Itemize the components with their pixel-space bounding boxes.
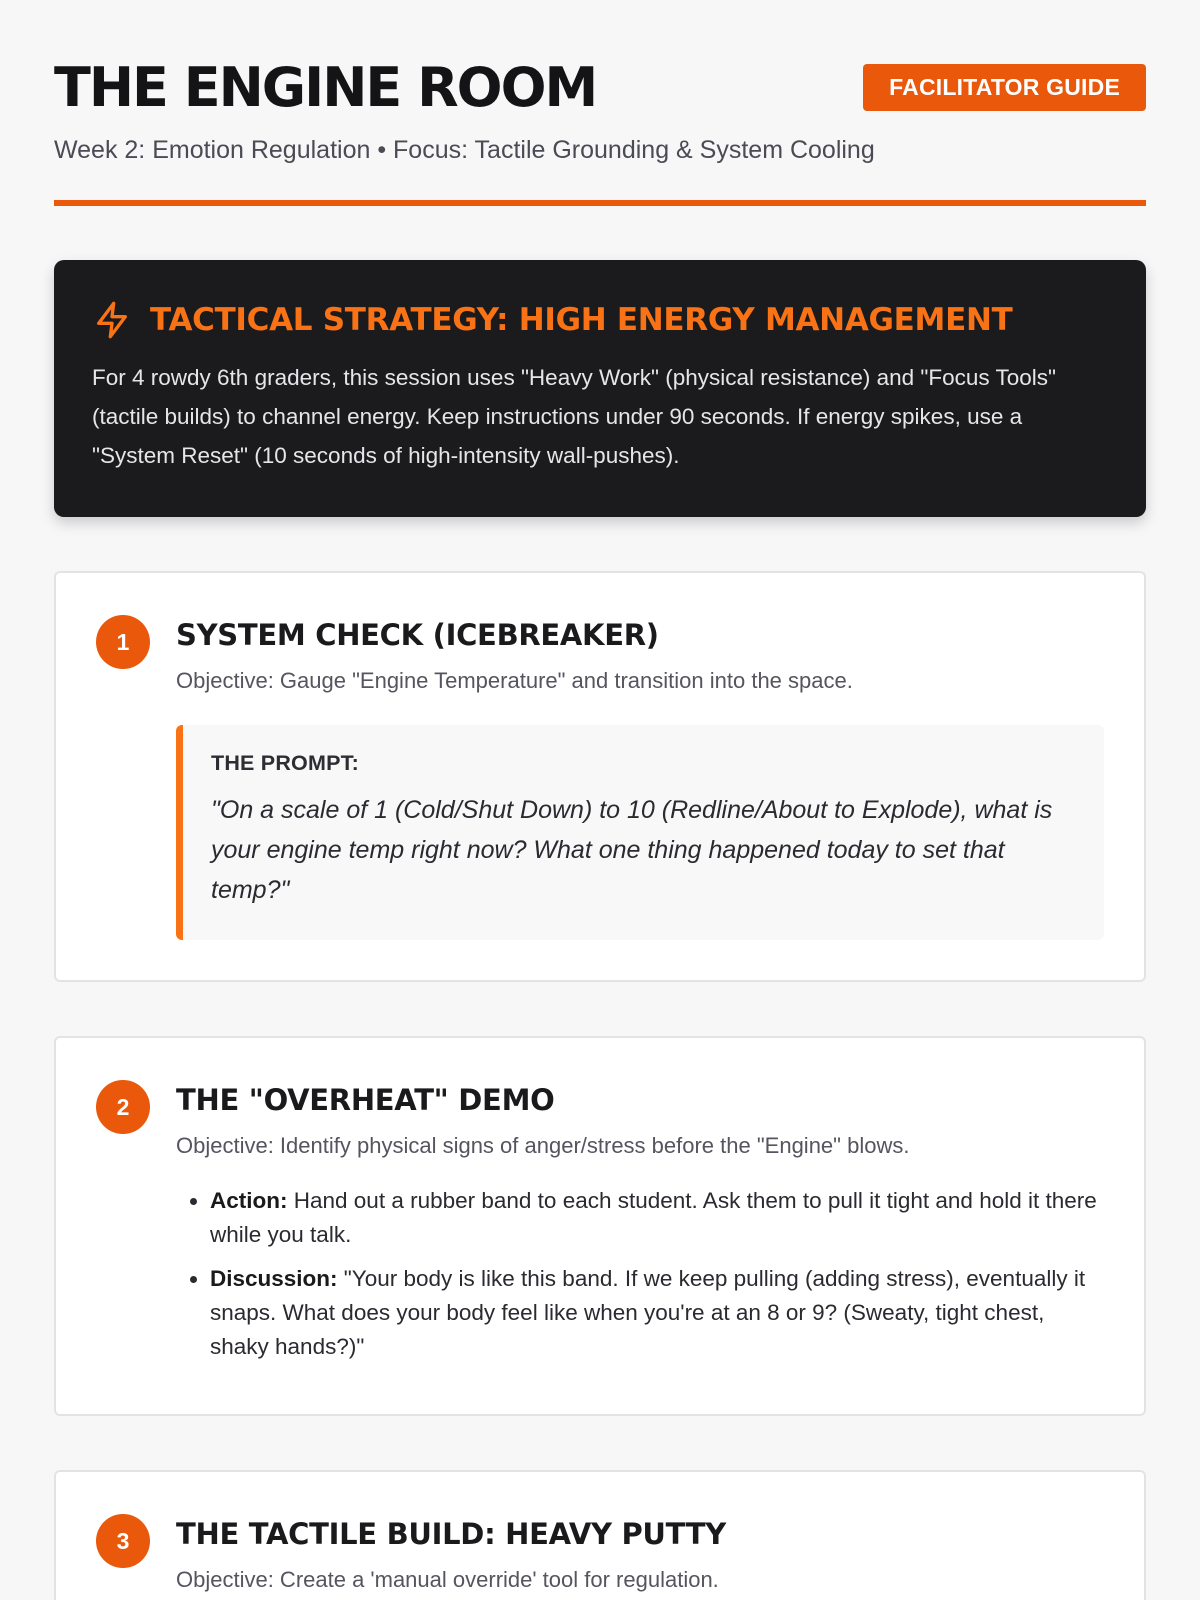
step-title: SYSTEM CHECK (ICEBREAKER) xyxy=(176,618,659,652)
list-item xyxy=(210,1184,1104,1252)
step-bullet-list xyxy=(176,1184,1104,1364)
list-item-text: "Your body is like this band. If we keep pulling (adding stress), eventually it snaps. What does your body feel like when you're at an 8 or 9? (Sweaty, tight chest, shaky hands?)" xyxy=(210,1266,1086,1359)
lightning-bolt-icon xyxy=(92,300,132,340)
step-content xyxy=(176,615,1104,940)
strategy-body: For 4 rowdy 6th graders, this session uses "Heavy Work" (physical resistance) and "Focus Tools" (tactile builds) to channel energy. Keep instructions under 90 seconds. If energy spikes, use a "System Reset" (10 seconds of high-intensity wall-pushes). xyxy=(92,365,1057,468)
step-card-overheat-demo xyxy=(54,1036,1146,1416)
step-objective: Objective: Identify physical signs of anger/stress before the "Engine" blows. xyxy=(176,1133,910,1158)
step-card-tactile-build xyxy=(54,1470,1146,1600)
facilitator-guide-badge: FACILITATOR GUIDE xyxy=(863,64,1146,111)
page-subtitle: Week 2: Emotion Regulation • Focus: Tactile Grounding & System Cooling xyxy=(54,136,875,164)
page-title: THE ENGINE ROOM xyxy=(54,56,597,119)
step-objective: Objective: Gauge "Engine Temperature" and transition into the space. xyxy=(176,668,853,693)
strategy-header xyxy=(92,300,1108,340)
list-item-label: Action: xyxy=(210,1188,288,1213)
step-content xyxy=(176,1080,1104,1374)
list-item-text: Hand out a rubber band to each student. Ask them to pull it tight and hold it there while you talk. xyxy=(210,1188,1097,1247)
step-number-badge: 2 xyxy=(96,1080,150,1134)
step-number-badge: 3 xyxy=(96,1514,150,1568)
prompt-callout xyxy=(176,725,1104,940)
step-number-badge: 1 xyxy=(96,615,150,669)
prompt-label: THE PROMPT: xyxy=(211,751,359,775)
tactical-strategy-panel xyxy=(54,260,1146,517)
step-card-system-check xyxy=(54,571,1146,982)
list-item xyxy=(210,1262,1104,1364)
step-content xyxy=(176,1514,1104,1600)
list-item-label: Discussion: xyxy=(210,1266,338,1291)
step-title: THE TACTILE BUILD: HEAVY PUTTY xyxy=(176,1517,726,1551)
strategy-title: TACTICAL STRATEGY: HIGH ENERGY MANAGEMENT xyxy=(150,302,1013,338)
step-objective: Objective: Create a 'manual override' tool for regulation. xyxy=(176,1567,719,1592)
prompt-text: "On a scale of 1 (Cold/Shut Down) to 10 (Redline/About to Explode), what is your engine temp right now? What one thing happened today to set that temp?" xyxy=(211,796,1053,904)
step-title: THE "OVERHEAT" DEMO xyxy=(176,1083,555,1117)
page-header xyxy=(54,0,1146,206)
